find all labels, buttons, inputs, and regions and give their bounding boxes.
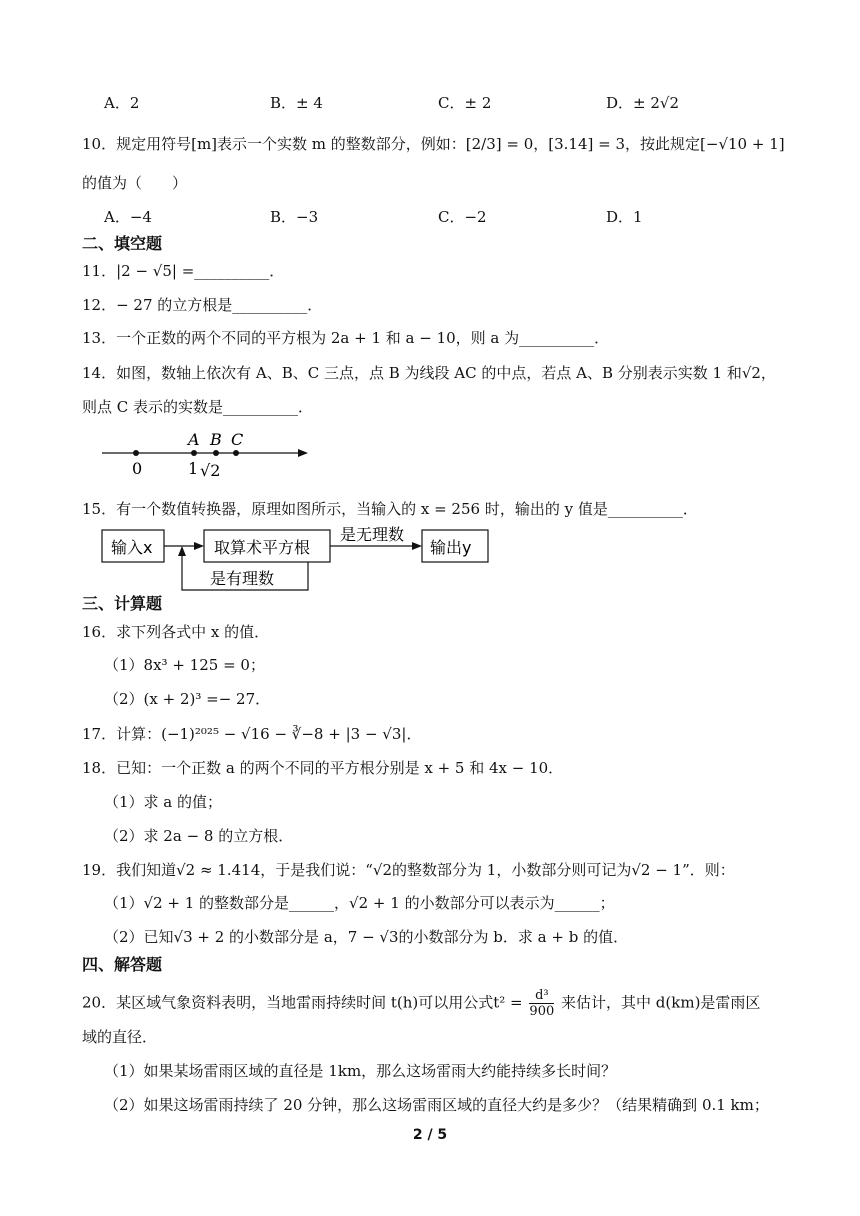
q9-option-d: D．± 2√2 — [606, 94, 680, 112]
q13: 13．一个正数的两个不同的平方根为 2a + 1 和 a − 10，则 a 为__________． — [82, 329, 610, 347]
q10-option-a: A．−4 — [104, 208, 152, 226]
q20-line1-text-a: 20．某区域气象资料表明，当地雷雨持续时间 t(h)可以用公式t² = — [82, 993, 523, 1012]
number-line-figure — [96, 426, 316, 480]
q12: 12．− 27 的立方根是__________． — [82, 296, 323, 314]
section-solve-heading: 四、解答题 — [82, 955, 163, 974]
box-process: 取算术平方根 — [214, 538, 311, 557]
q10-option-b: B．−3 — [270, 208, 319, 226]
section-calc-heading: 三、计算题 — [82, 594, 163, 613]
q20-part1: （1）如果某场雷雨区域的直径是 1km，那么这场雷雨大约能持续多长时间？ — [104, 1062, 617, 1080]
q9-option-b: B．± 4 — [270, 94, 323, 112]
q14-line2: 则点 C 表示的实数是__________． — [82, 398, 314, 416]
label-A: A — [188, 430, 200, 449]
q18-stem: 18．已知：一个正数 a 的两个不同的平方根分别是 x + 5 和 4x − 10． — [82, 759, 564, 777]
q10-line2: 的值为（ ） — [82, 174, 188, 192]
label-zero: 0 — [132, 459, 143, 478]
q19-stem: 19．我们知道√2 ≈ 1.414，于是我们说：“√2的整数部分为 1，小数部分则可记为√2 − 1”．则： — [82, 861, 735, 879]
label-C: C — [231, 430, 244, 449]
q18-part2: （2）求 2a − 8 的立方根． — [104, 827, 294, 845]
q11: 11．|2 − √5| =__________． — [82, 262, 285, 280]
q16-part1: （1）8x³ + 125 = 0； — [104, 656, 265, 674]
q15-line1: 15．有一个数值转换器，原理如图所示，当输入的 x = 256 时，输出的 y 值是__________． — [82, 500, 698, 518]
q20-formula-fraction — [529, 988, 554, 1019]
q16-stem: 16．求下列各式中 x 的值． — [82, 623, 270, 641]
box-input: 输入x — [111, 538, 153, 557]
label-one: 1 — [188, 459, 199, 478]
q20-part2: （2）如果这场雷雨持续了 20 分钟，那么这场雷雨区域的直径大约是多少？（结果精确到 0.1 km； — [104, 1096, 769, 1114]
q17: 17．计算：(−1)²⁰²⁵ − √16 − ∛−8 + |3 − √3|． — [82, 725, 422, 743]
label-irrational: 是无理数 — [340, 525, 405, 544]
q16-part2: （2）(x + 2)³ =− 27． — [104, 690, 271, 708]
q9-option-a: A．2 — [104, 94, 140, 112]
value-converter-figure — [96, 520, 516, 596]
q14-line1: 14．如图，数轴上依次有 A、B、C 三点，点 B 为线段 AC 的中点，若点 A、B 分别表示实数 1 和√2， — [82, 364, 776, 382]
page-number: 2 / 5 — [412, 1127, 448, 1143]
fraction-denominator: 900 — [529, 1004, 555, 1019]
q19-part2: （2）已知√3 + 2 的小数部分是 a，7 − √3的小数部分为 b．求 a + b 的值． — [104, 928, 629, 946]
q20-line1 — [82, 988, 760, 1019]
label-B: B — [210, 430, 222, 449]
box-output: 输出y — [430, 538, 472, 557]
q20-line2: 域的直径． — [82, 1028, 158, 1046]
q9-option-c: C．± 2 — [438, 94, 492, 112]
q10-line1: 10．规定用符号[m]表示一个实数 m 的整数部分，例如：[2/3] = 0，[3.14] = 3，按此规定[−√10 + 1] — [82, 135, 785, 153]
section-fill-heading: 二、填空题 — [82, 234, 163, 253]
q10-option-c: C．−2 — [438, 208, 487, 226]
label-rational: 是有理数 — [210, 569, 275, 588]
q18-part1: （1）求 a 的值； — [104, 793, 223, 811]
q19-part1: （1）√2 + 1 的整数部分是______，√2 + 1 的小数部分可以表示为______； — [104, 894, 615, 912]
q20-line1-text-b: 来估计，其中 d(km)是雷雨区 — [561, 993, 761, 1012]
q10-option-d: D．1 — [606, 208, 643, 226]
fraction-numerator: d³ — [529, 988, 554, 1004]
label-sqrt2: √2 — [200, 461, 221, 480]
